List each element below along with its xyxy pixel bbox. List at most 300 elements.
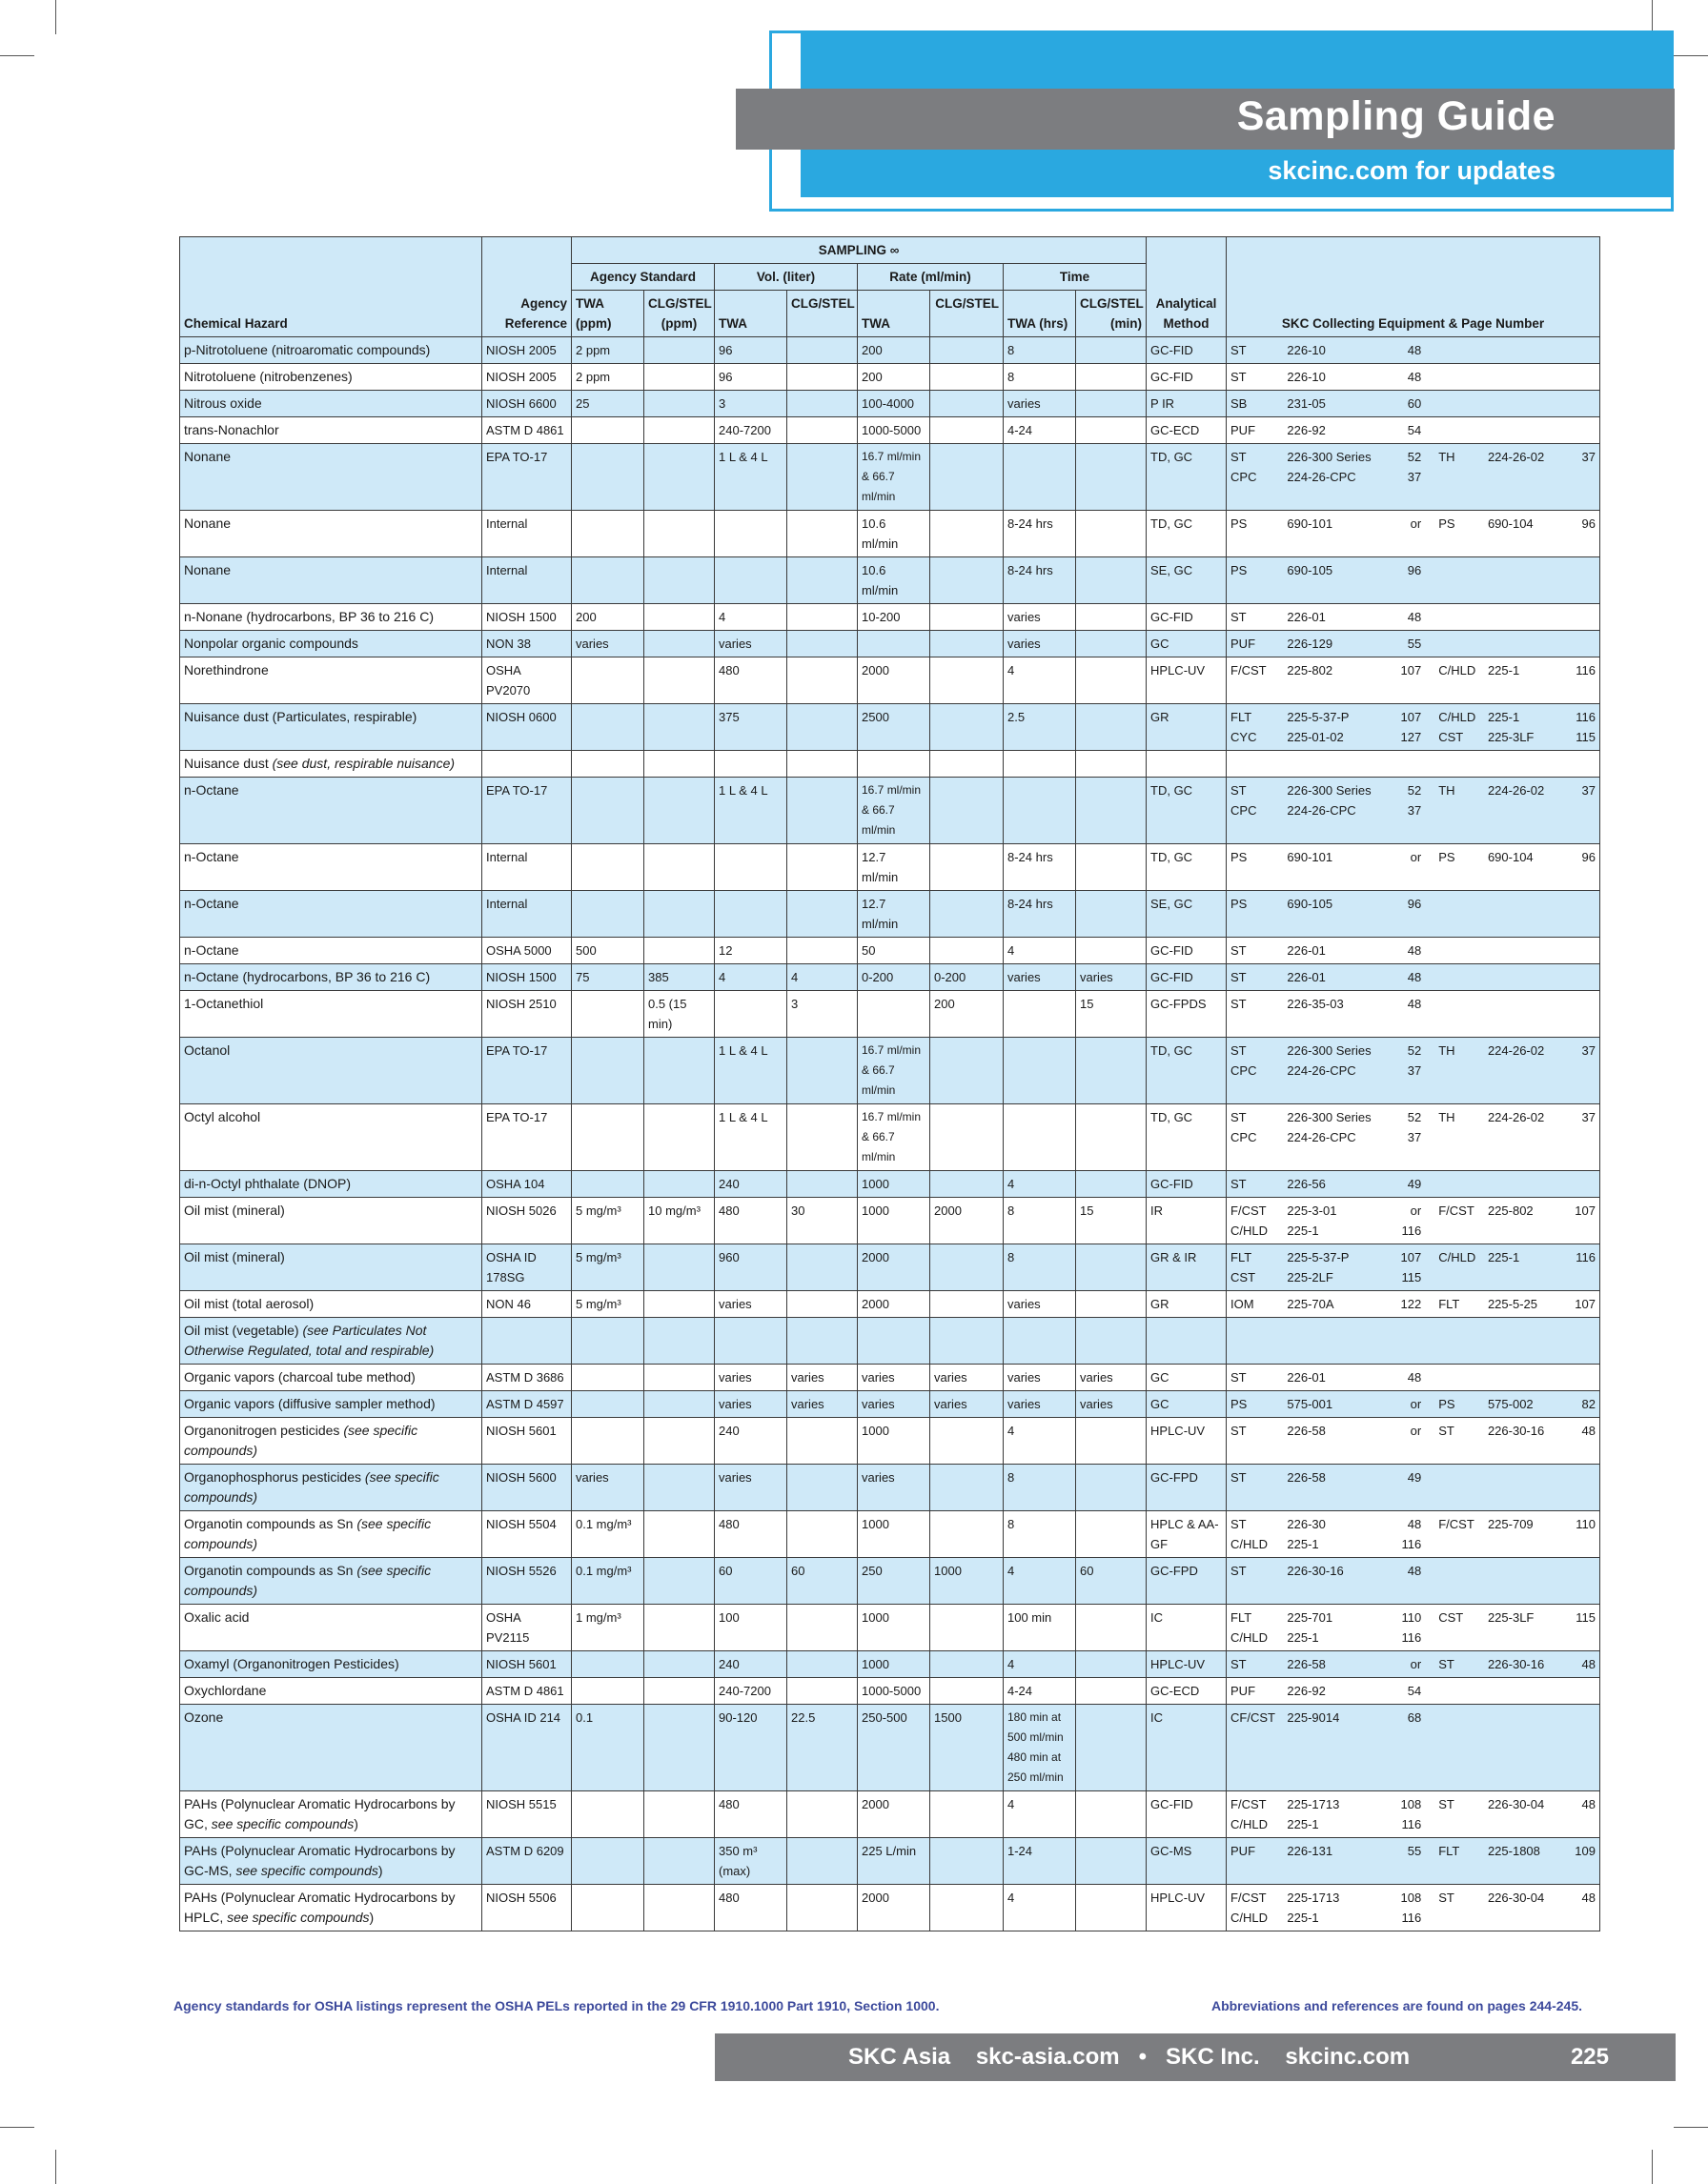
- cell-collecting-equipment: [1227, 1391, 1600, 1418]
- equip-code: F/CST: [1230, 1797, 1267, 1811]
- cell-vol-clg: [787, 604, 858, 631]
- equip-alt-code: [1438, 894, 1488, 914]
- cell-time-clg: [1076, 1885, 1147, 1931]
- cell-vol-clg: [787, 1651, 858, 1678]
- cell-agency-reference: NIOSH 2005: [482, 364, 572, 391]
- cell-agency-reference: NIOSH 5601: [482, 1418, 572, 1465]
- cell-clg-ppm: [644, 604, 715, 631]
- cell-clg-ppm: 10 mg/m³: [644, 1198, 715, 1244]
- cell-vol-clg: [787, 364, 858, 391]
- cell-time-clg: [1076, 364, 1147, 391]
- cell-twa-ppm: [572, 1885, 644, 1931]
- equip-page: 54: [1407, 423, 1422, 437]
- cell-vol-clg: [787, 1791, 858, 1838]
- cell-analytical-method: GC-FID: [1147, 364, 1227, 391]
- cell-clg-ppm: [644, 938, 715, 964]
- equip-part: 225-1: [1287, 1630, 1319, 1645]
- equip-alt-part: [1488, 340, 1563, 360]
- equip-code: PUF: [1230, 1684, 1256, 1698]
- equipment-line: [1230, 420, 1596, 440]
- equip-page: 116: [1401, 1817, 1422, 1831]
- chemical-name: p-Nitrotoluene (nitroaromatic compounds): [184, 342, 431, 357]
- cell-time-clg: [1076, 604, 1147, 631]
- equip-code: ST: [1230, 1517, 1247, 1531]
- cell-analytical-method: GC-FPD: [1147, 1558, 1227, 1605]
- equip-page: 48: [1407, 970, 1422, 984]
- cell-clg-ppm: [644, 1511, 715, 1558]
- cell-clg-ppm: [644, 337, 715, 364]
- cell-time-twa: 4-24: [1004, 417, 1076, 444]
- cell-vol-twa: 240: [715, 1418, 787, 1465]
- col-group-agency-standard: Agency Standard: [572, 264, 715, 291]
- footnote-abbreviations: Abbreviations and references are found on pages 244-245.: [1210, 1998, 1582, 2013]
- equip-page: or: [1410, 1424, 1422, 1438]
- equip-alt-code: [1438, 467, 1488, 487]
- cell-rate-clg: [930, 751, 1004, 778]
- cell-time-clg: [1076, 704, 1147, 751]
- cell-chemical: [180, 1365, 482, 1391]
- table-row: [180, 657, 1600, 704]
- cell-rate-twa: 1000-5000: [858, 417, 930, 444]
- cell-time-twa: 8: [1004, 1465, 1076, 1511]
- equip-part: 225-70A: [1287, 1297, 1334, 1311]
- cell-time-twa: 180 min at 500 ml/min 480 min at 250 ml/min: [1004, 1705, 1076, 1791]
- cell-rate-clg: [930, 391, 1004, 417]
- equip-alt-part: [1488, 420, 1563, 440]
- equipment-line: [1230, 780, 1596, 800]
- cell-time-clg: [1076, 1511, 1147, 1558]
- cell-vol-twa: 240: [715, 1651, 787, 1678]
- cell-collecting-equipment: [1227, 1605, 1600, 1651]
- cell-clg-ppm: [644, 1558, 715, 1605]
- col-group-time: Time: [1004, 264, 1147, 291]
- equip-alt-code: [1438, 1561, 1488, 1581]
- equip-alt-part: [1488, 607, 1563, 627]
- equipment-line: [1230, 940, 1596, 961]
- equip-part: 231-05: [1287, 396, 1326, 411]
- equip-alt-code: [1438, 1127, 1488, 1147]
- cell-analytical-method: SE, GC: [1147, 891, 1227, 938]
- cell-twa-ppm: [572, 1318, 644, 1365]
- chemical-name: 1-Octanethiol: [184, 996, 264, 1011]
- cell-analytical-method: TD, GC: [1147, 778, 1227, 844]
- equip-page: 107: [1400, 710, 1422, 724]
- equip-code: ST: [1230, 370, 1247, 384]
- cell-rate-twa: 10.6 ml/min: [858, 557, 930, 604]
- equip-code: C/HLD: [1230, 1911, 1269, 1925]
- equipment-line: [1230, 1421, 1596, 1441]
- equip-alt-part: [1488, 1708, 1563, 1728]
- equip-alt-part: 690-104: [1487, 850, 1534, 864]
- equipment-line: [1230, 660, 1596, 680]
- cell-rate-twa: 10-200: [858, 604, 930, 631]
- cell-collecting-equipment: [1227, 938, 1600, 964]
- table-row: [180, 337, 1600, 364]
- cell-vol-clg: 30: [787, 1198, 858, 1244]
- cell-twa-ppm: 2 ppm: [572, 364, 644, 391]
- equipment-line: [1230, 847, 1596, 867]
- cell-rate-clg: 2000: [930, 1198, 1004, 1244]
- equip-alt-part: 224-26-02: [1487, 1043, 1545, 1058]
- cell-agency-reference: ASTM D 4861: [482, 1678, 572, 1705]
- table-row: [180, 557, 1600, 604]
- cell-analytical-method: [1147, 751, 1227, 778]
- cell-collecting-equipment: [1227, 364, 1600, 391]
- cell-clg-ppm: [644, 1104, 715, 1171]
- equip-alt-part: [1488, 1561, 1563, 1581]
- chemical-note-close: ): [377, 1863, 383, 1878]
- cell-agency-reference: EPA TO-17: [482, 778, 572, 844]
- table-row: [180, 1791, 1600, 1838]
- equip-alt-part: 226-30-16: [1487, 1657, 1545, 1671]
- equipment-line: [1230, 1201, 1596, 1221]
- cell-time-clg: varies: [1076, 1365, 1147, 1391]
- equip-code: IOM: [1230, 1297, 1254, 1311]
- chemical-note: (see dust, respirable nuisance): [272, 756, 456, 771]
- cell-analytical-method: IC: [1147, 1705, 1227, 1791]
- cell-chemical: [180, 1791, 482, 1838]
- cell-agency-reference: NIOSH 5506: [482, 1885, 572, 1931]
- cell-agency-reference: NIOSH 5504: [482, 1511, 572, 1558]
- equip-alt-page: 109: [1575, 1844, 1596, 1858]
- cell-time-clg: [1076, 511, 1147, 557]
- cell-vol-clg: [787, 704, 858, 751]
- cell-twa-ppm: [572, 1038, 644, 1104]
- equip-alt-part: [1488, 1908, 1563, 1928]
- cell-analytical-method: GC-FID: [1147, 964, 1227, 991]
- cell-time-clg: [1076, 1465, 1147, 1511]
- equip-part: 224-26-CPC: [1287, 803, 1356, 818]
- cell-time-twa: 4: [1004, 1558, 1076, 1605]
- cell-clg-ppm: [644, 1418, 715, 1465]
- cell-analytical-method: IC: [1147, 1605, 1227, 1651]
- crop-mark: [55, 2150, 56, 2184]
- equipment-line: [1230, 1608, 1596, 1628]
- equip-alt-part: [1488, 1174, 1563, 1194]
- cell-agency-reference: ASTM D 3686: [482, 1365, 572, 1391]
- cell-vol-clg: [787, 1678, 858, 1705]
- cell-twa-ppm: 5 mg/m³: [572, 1244, 644, 1291]
- cell-chemical: [180, 657, 482, 704]
- cell-twa-ppm: [572, 751, 644, 778]
- cell-twa-ppm: [572, 1791, 644, 1838]
- cell-twa-ppm: [572, 1391, 644, 1418]
- equip-part: 225-1: [1287, 1817, 1319, 1831]
- cell-rate-clg: [930, 631, 1004, 657]
- equip-part: 224-26-CPC: [1287, 470, 1356, 484]
- equip-alt-code: CST: [1438, 730, 1464, 744]
- equip-alt-page: [1563, 1221, 1596, 1241]
- equip-alt-code: [1438, 994, 1488, 1014]
- cell-vol-twa: 240: [715, 1171, 787, 1198]
- equip-part: 690-105: [1287, 563, 1333, 577]
- equip-page: 48: [1407, 370, 1422, 384]
- cell-chemical: [180, 557, 482, 604]
- cell-twa-ppm: varies: [572, 631, 644, 657]
- equip-alt-page: [1563, 560, 1596, 580]
- cell-collecting-equipment: [1227, 417, 1600, 444]
- equip-part: 226-300 Series: [1287, 450, 1372, 464]
- equip-page: 107: [1400, 663, 1422, 677]
- cell-vol-twa: varies: [715, 1365, 787, 1391]
- cell-agency-reference: Internal: [482, 511, 572, 557]
- table-row: [180, 1391, 1600, 1418]
- cell-chemical: [180, 704, 482, 751]
- equip-part: 575-001: [1287, 1397, 1333, 1411]
- cell-vol-twa: 4: [715, 964, 787, 991]
- equip-part: 226-300 Series: [1287, 1110, 1372, 1124]
- equip-code: F/CST: [1230, 663, 1267, 677]
- table-header: [180, 237, 1600, 337]
- equip-alt-page: [1563, 1814, 1596, 1834]
- cell-collecting-equipment: [1227, 1705, 1600, 1791]
- cell-agency-reference: EPA TO-17: [482, 1104, 572, 1171]
- cell-analytical-method: GC-MS: [1147, 1838, 1227, 1885]
- cell-vol-clg: [787, 391, 858, 417]
- equip-part: 226-10: [1287, 370, 1326, 384]
- cell-analytical-method: [1147, 1318, 1227, 1365]
- cell-twa-ppm: 500: [572, 938, 644, 964]
- chemical-name: Oxalic acid: [184, 1609, 250, 1625]
- footnote-osha-pels: Agency standards for OSHA listings represent the OSHA PELs reported in the 29 CFR 1910.1000 Part 1910, Section 1000.: [173, 1998, 940, 2013]
- cell-rate-twa: 1000: [858, 1651, 930, 1678]
- cell-twa-ppm: [572, 444, 644, 511]
- page-number: 225: [1570, 2044, 1609, 2070]
- cell-chemical: [180, 964, 482, 991]
- equip-page: 49: [1407, 1177, 1422, 1191]
- equip-alt-page: 107: [1575, 1203, 1596, 1218]
- cell-twa-ppm: [572, 1104, 644, 1171]
- sampling-table: [179, 236, 1600, 1931]
- equip-alt-part: [1488, 1367, 1563, 1387]
- cell-collecting-equipment: [1227, 557, 1600, 604]
- equip-code: ST: [1230, 970, 1247, 984]
- equip-code: ST: [1230, 1110, 1247, 1124]
- cell-vol-twa: 240-7200: [715, 1678, 787, 1705]
- cell-agency-reference: EPA TO-17: [482, 444, 572, 511]
- cell-rate-twa: 2000: [858, 657, 930, 704]
- cell-chemical: [180, 604, 482, 631]
- cell-analytical-method: GC-FID: [1147, 1171, 1227, 1198]
- table-row: [180, 891, 1600, 938]
- equip-part: 226-01: [1287, 970, 1326, 984]
- equip-part: 690-101: [1287, 516, 1333, 531]
- equip-code: ST: [1230, 610, 1247, 624]
- cell-vol-twa: 1 L & 4 L: [715, 1104, 787, 1171]
- cell-time-twa: [1004, 1104, 1076, 1171]
- equip-alt-part: 225-802: [1487, 1203, 1534, 1218]
- cell-analytical-method: GR & IR: [1147, 1244, 1227, 1291]
- cell-chemical: [180, 751, 482, 778]
- equip-alt-page: [1563, 1534, 1596, 1554]
- table-row: [180, 1171, 1600, 1198]
- equipment-line: [1230, 1681, 1596, 1701]
- equip-code: ST: [1230, 783, 1247, 798]
- table-row: [180, 844, 1600, 891]
- cell-chemical: [180, 1511, 482, 1558]
- cell-vol-clg: [787, 778, 858, 844]
- cell-rate-clg: [930, 778, 1004, 844]
- equip-page: 48: [1407, 610, 1422, 624]
- equip-alt-part: [1488, 367, 1563, 387]
- cell-agency-reference: OSHA 5000: [482, 938, 572, 964]
- cell-clg-ppm: [644, 704, 715, 751]
- table-row: [180, 1678, 1600, 1705]
- equip-alt-part: [1488, 634, 1563, 654]
- table-row: [180, 1651, 1600, 1678]
- cell-chemical: [180, 1171, 482, 1198]
- cell-vol-clg: [787, 444, 858, 511]
- cell-rate-twa: 2500: [858, 704, 930, 751]
- equip-part: 226-92: [1287, 423, 1326, 437]
- cell-clg-ppm: [644, 1171, 715, 1198]
- cell-twa-ppm: [572, 1365, 644, 1391]
- cell-chemical: [180, 391, 482, 417]
- cell-chemical: [180, 1391, 482, 1418]
- cell-vol-clg: [787, 1465, 858, 1511]
- cell-rate-twa: 0-200: [858, 964, 930, 991]
- cell-vol-clg: [787, 1838, 858, 1885]
- equip-code: ST: [1230, 1177, 1247, 1191]
- cell-time-twa: varies: [1004, 1365, 1076, 1391]
- equip-alt-code: FLT: [1438, 1297, 1460, 1311]
- equip-alt-code: TH: [1438, 1110, 1455, 1124]
- equipment-line: [1230, 367, 1596, 387]
- equip-alt-part: [1488, 800, 1563, 820]
- equip-code: C/HLD: [1230, 1817, 1269, 1831]
- equip-part: 226-58: [1287, 1470, 1326, 1485]
- cell-chemical: [180, 364, 482, 391]
- cell-vol-twa: 12: [715, 938, 787, 964]
- cell-vol-clg: [787, 938, 858, 964]
- cell-time-twa: varies: [1004, 631, 1076, 657]
- equipment-line: [1230, 1294, 1596, 1314]
- equip-part: 226-56: [1287, 1177, 1326, 1191]
- cell-vol-twa: 480: [715, 657, 787, 704]
- equip-alt-part: [1488, 994, 1563, 1014]
- equip-alt-page: 96: [1581, 850, 1596, 864]
- equipment-line: [1230, 1247, 1596, 1267]
- cell-chemical: [180, 1651, 482, 1678]
- cell-time-clg: [1076, 1651, 1147, 1678]
- cell-time-clg: [1076, 631, 1147, 657]
- cell-time-twa: 8-24 hrs: [1004, 511, 1076, 557]
- cell-twa-ppm: [572, 704, 644, 751]
- chemical-note: (see specific compounds): [184, 1563, 432, 1598]
- equip-page: 116: [1401, 1630, 1422, 1645]
- cell-rate-clg: [930, 364, 1004, 391]
- chemical-name: PAHs (Polynuclear Aromatic Hydrocarbons by GC-MS,: [184, 1843, 456, 1878]
- equip-alt-code: TH: [1438, 450, 1455, 464]
- chemical-name: Oil mist (mineral): [184, 1203, 285, 1218]
- cell-rate-clg: 1500: [930, 1705, 1004, 1791]
- cell-vol-clg: varies: [787, 1391, 858, 1418]
- equip-part: 226-01: [1287, 1370, 1326, 1385]
- equipment-line: [1230, 1888, 1596, 1908]
- cell-time-twa: varies: [1004, 391, 1076, 417]
- cell-vol-twa: 90-120: [715, 1705, 787, 1791]
- equip-page: 116: [1401, 1911, 1422, 1925]
- col-agency-reference: Agency Reference: [482, 237, 572, 337]
- equip-alt-page: [1563, 1467, 1596, 1487]
- cell-agency-reference: OSHA PV2070: [482, 657, 572, 704]
- col-clg-ppm: CLG/STEL (ppm): [644, 291, 715, 337]
- cell-analytical-method: GC-FID: [1147, 337, 1227, 364]
- cell-collecting-equipment: [1227, 1365, 1600, 1391]
- table-row: [180, 751, 1600, 778]
- cell-time-twa: [1004, 778, 1076, 844]
- cell-analytical-method: GC-FID: [1147, 938, 1227, 964]
- cell-vol-clg: varies: [787, 1365, 858, 1391]
- chemical-name: n-Octane: [184, 849, 239, 864]
- equipment-line: [1230, 707, 1596, 727]
- equip-alt-part: 225-1: [1487, 663, 1520, 677]
- chemical-name: n-Octane: [184, 942, 239, 958]
- table-row: [180, 1511, 1600, 1558]
- cell-time-twa: [1004, 991, 1076, 1038]
- equip-page: 37: [1407, 803, 1422, 818]
- cell-time-clg: [1076, 938, 1147, 964]
- cell-time-clg: [1076, 557, 1147, 604]
- equip-part: 226-58: [1287, 1657, 1326, 1671]
- table-row: [180, 604, 1600, 631]
- cell-analytical-method: GC-FPDS: [1147, 991, 1227, 1038]
- equipment-line: [1230, 514, 1596, 534]
- cell-analytical-method: GC-FPD: [1147, 1465, 1227, 1511]
- table-row: [180, 991, 1600, 1038]
- cell-collecting-equipment: [1227, 511, 1600, 557]
- chemical-name: Octanol: [184, 1042, 231, 1058]
- table-row: [180, 417, 1600, 444]
- cell-rate-clg: varies: [930, 1391, 1004, 1418]
- cell-collecting-equipment: [1227, 1291, 1600, 1318]
- cell-vol-clg: [787, 631, 858, 657]
- equip-alt-page: 116: [1576, 710, 1596, 724]
- cell-rate-twa: 12.7 ml/min: [858, 844, 930, 891]
- cell-rate-twa: 16.7 ml/min & 66.7 ml/min: [858, 1038, 930, 1104]
- cell-twa-ppm: [572, 1838, 644, 1885]
- cell-twa-ppm: 5 mg/m³: [572, 1291, 644, 1318]
- equip-alt-page: 48: [1581, 1797, 1596, 1811]
- equip-code: CPC: [1230, 1063, 1257, 1078]
- equip-alt-code: [1438, 1534, 1488, 1554]
- cell-time-clg: [1076, 444, 1147, 511]
- cell-analytical-method: SE, GC: [1147, 557, 1227, 604]
- equip-alt-page: 115: [1576, 730, 1596, 744]
- equip-alt-code: C/HLD: [1438, 663, 1476, 677]
- cell-chemical: [180, 778, 482, 844]
- cell-time-twa: 8-24 hrs: [1004, 891, 1076, 938]
- equip-alt-code: [1438, 1908, 1488, 1928]
- equip-alt-part: 224-26-02: [1487, 783, 1545, 798]
- chemical-name: PAHs (Polynuclear Aromatic Hydrocarbons by HPLC,: [184, 1890, 456, 1925]
- cell-vol-clg: [787, 751, 858, 778]
- cell-vol-twa: 960: [715, 1244, 787, 1291]
- cell-chemical: [180, 1465, 482, 1511]
- cell-twa-ppm: [572, 1418, 644, 1465]
- cell-twa-ppm: 0.1 mg/m³: [572, 1558, 644, 1605]
- cell-agency-reference: Internal: [482, 891, 572, 938]
- cell-rate-twa: 200: [858, 337, 930, 364]
- equip-page: 127: [1400, 730, 1422, 744]
- cell-analytical-method: GR: [1147, 704, 1227, 751]
- chemical-name: Oil mist (total aerosol): [184, 1296, 315, 1311]
- chemical-name: Nuisance dust (Particulates, respirable): [184, 709, 417, 724]
- table-row: [180, 1244, 1600, 1291]
- table-row: [180, 778, 1600, 844]
- equip-alt-code: [1438, 367, 1488, 387]
- cell-clg-ppm: [644, 364, 715, 391]
